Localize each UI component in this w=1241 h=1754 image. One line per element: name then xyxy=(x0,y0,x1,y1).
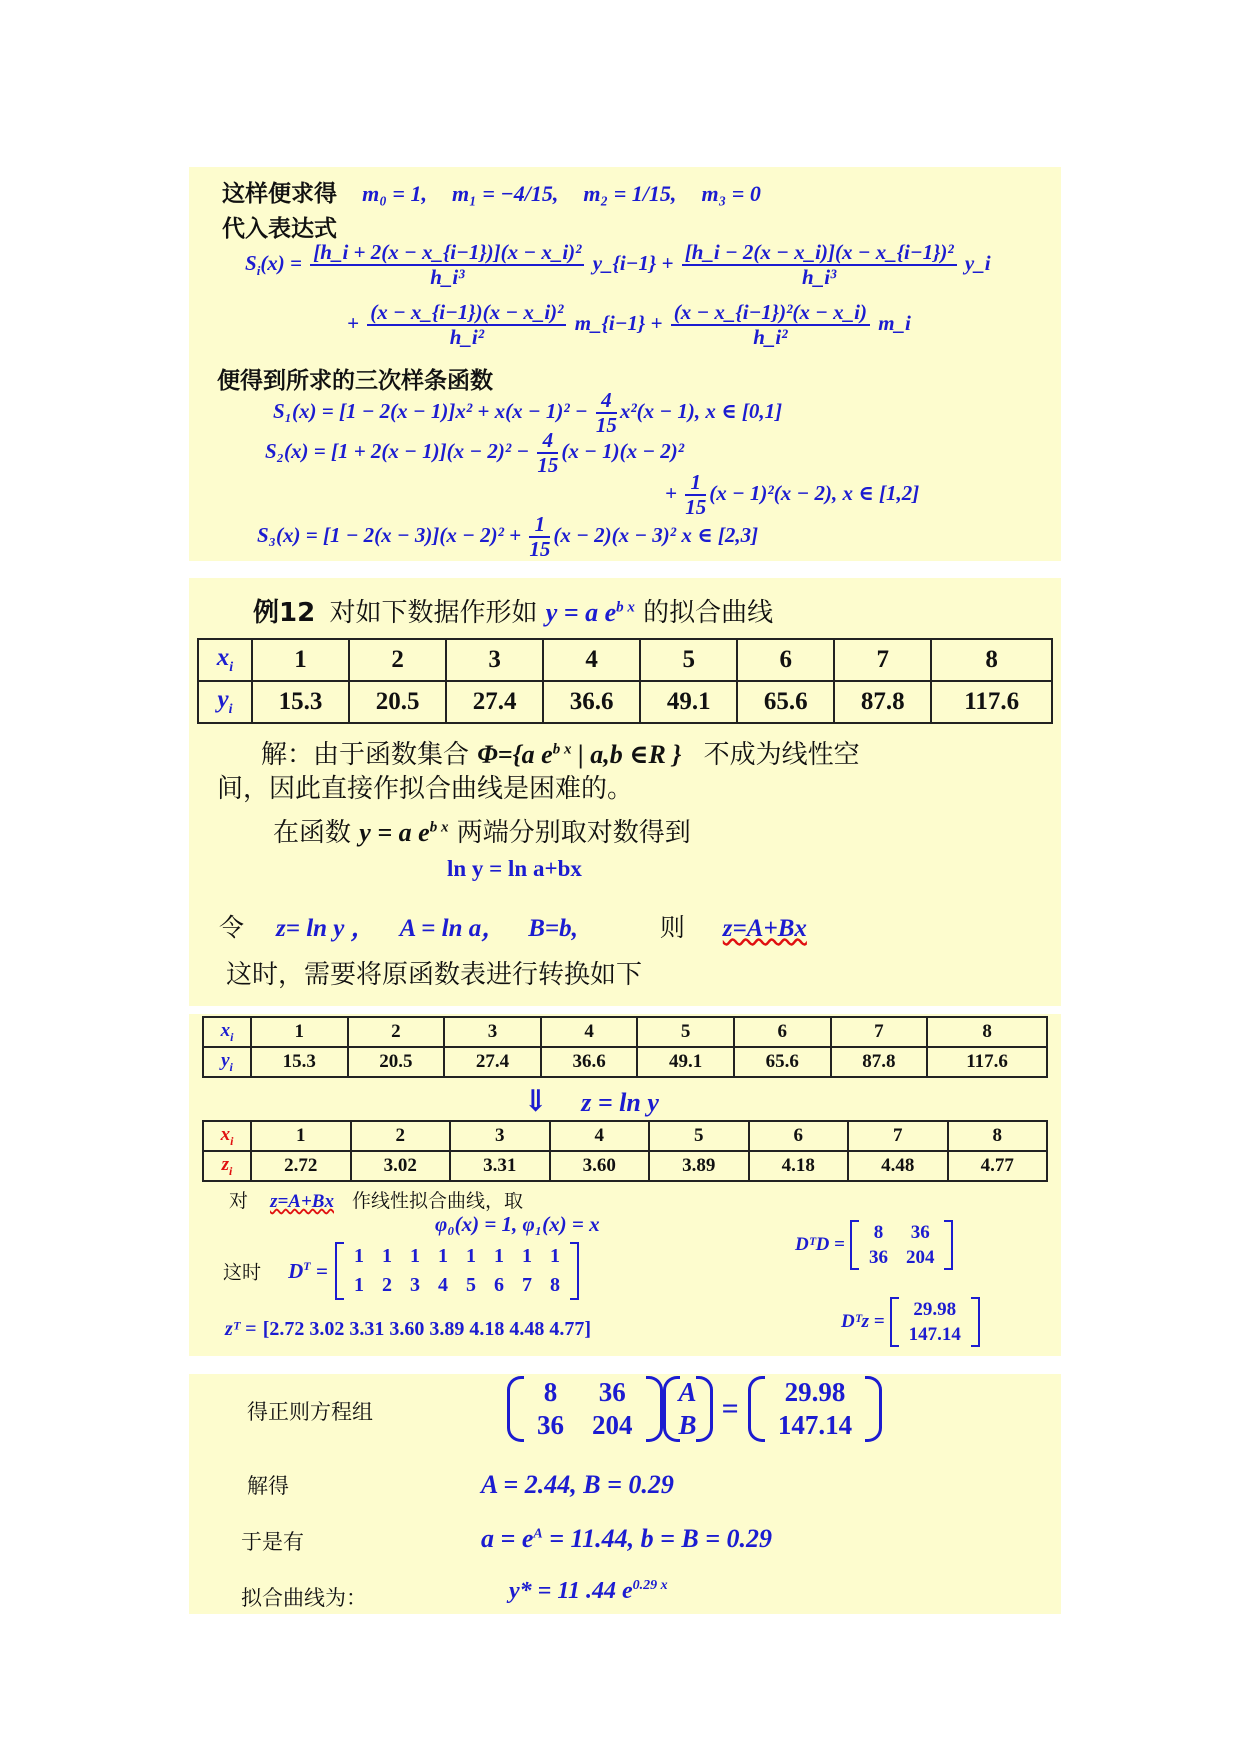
table-cell: 87.8 xyxy=(831,1047,928,1077)
table-cell: 1 xyxy=(251,1121,351,1151)
table-cell: 6 xyxy=(749,1121,849,1151)
normal-equations-panel xyxy=(189,1374,1061,1614)
table-cell: 4.18 xyxy=(749,1151,849,1181)
table-cell: 27.4 xyxy=(444,1047,541,1077)
table-cell: 15.3 xyxy=(252,681,349,723)
dtz-line: Dᵀz = 29.98 147.14 xyxy=(841,1297,980,1347)
table-cell: 36.6 xyxy=(541,1047,638,1077)
x-row xyxy=(203,1017,1047,1047)
example-title: 例12 对如下数据作形如 y = a $e^{b x}$ 的拟合曲线 xyxy=(253,598,774,628)
table-cell: 1 xyxy=(252,639,349,681)
log-line: 在函数 y = a $e^{b x}$ 两端分别取对数得到 xyxy=(273,818,691,848)
zt-line: zᵀ = [2.72 3.02 3.31 3.60 3.89 4.18 4.48 4.77] xyxy=(225,1318,592,1340)
table-cell: 27.4 xyxy=(446,681,543,723)
m0-value: m₀ = 1, xyxy=(362,181,427,206)
spline-result-panel xyxy=(189,167,1061,561)
dt-matrix-line: 这时 $D^T$ = 1 1 1 1 1 1 1 1 1 2 3 4 5 6 7 8 xyxy=(223,1242,579,1300)
dtz-vector: 29.98 147.14 xyxy=(890,1297,980,1347)
solve-label: 解得 xyxy=(247,1474,289,1498)
table-cell: 8 xyxy=(931,639,1052,681)
table-cell: 65.6 xyxy=(734,1047,831,1077)
z-header: $z_i$ xyxy=(203,1151,251,1181)
table-cell: 4 xyxy=(541,1017,638,1047)
m-values-line xyxy=(222,175,761,208)
s1-formula: S₁(x) = [1 − 2(x − 1)]x² + x(x − 1)² − $\frac{4}{15}$ x²(x − 1), x ∈ [0,1] xyxy=(273,388,783,438)
x-header: $x_i$ xyxy=(198,639,252,681)
basis-functions: φ₀(x) = 1, φ₁(x) = x xyxy=(435,1212,600,1236)
table-cell: 49.1 xyxy=(640,681,737,723)
m2-value: m₂ = 1/15, xyxy=(583,181,677,206)
y-i: y_i xyxy=(964,250,991,275)
solution-line2: 间，因此直接作拟合曲线是困难的。 xyxy=(217,774,634,804)
transform-text: 这时，需要将原函数表进行转换如下 xyxy=(226,960,643,990)
table-cell: 6 xyxy=(734,1017,831,1047)
si-label: $S_i(x)$ = xyxy=(245,250,303,279)
example12-panel xyxy=(189,578,1061,1006)
solve-result: A = 2.44, B = 0.29 xyxy=(481,1470,674,1499)
m3-value: m₃ = 0 xyxy=(701,181,761,206)
m1-value: m₁ = −4/15, xyxy=(452,181,559,206)
x-row xyxy=(203,1121,1047,1151)
dt-matrix: 1 1 1 1 1 1 1 1 1 2 3 4 5 6 7 8 xyxy=(335,1242,579,1300)
at-this-label: 这时 xyxy=(223,1261,262,1284)
data-table xyxy=(197,638,1053,724)
table-cell: 36.6 xyxy=(543,681,640,723)
table-cell: 4 xyxy=(550,1121,650,1151)
table-cell: 2 xyxy=(348,1017,445,1047)
normal-label: 得正则方程组 xyxy=(247,1400,373,1424)
let-line: 令 z= ln y ， A = ln a， B=b, 则 z=A+Bx xyxy=(219,913,807,942)
table-cell: 3.60 xyxy=(550,1151,650,1181)
table-cell: 3 xyxy=(446,639,543,681)
s2-formula: S₂(x) = [1 + 2(x − 1)](x − 2)² − $\frac{4}{15}$ (x − 1)(x − 2)² xyxy=(265,428,685,478)
x-row xyxy=(198,639,1052,681)
table-cell: 5 xyxy=(649,1121,749,1151)
curve-formula: y* = 11 .44 $e^{0.29 x}$ xyxy=(509,1578,668,1604)
table-cell: 65.6 xyxy=(737,681,834,723)
transform-arrow-line xyxy=(523,1084,659,1119)
result-heading: 便得到所求的三次样条函数 xyxy=(217,368,493,394)
table-cell: 8 xyxy=(927,1017,1047,1047)
z-row xyxy=(203,1151,1047,1181)
table-cell: 7 xyxy=(834,639,931,681)
intro-text: 这样便求得 xyxy=(222,181,337,207)
down-arrow-icon: ⇓ xyxy=(523,1085,549,1118)
fit-line: 对 z=A+Bx 作线性拟合曲线，取 xyxy=(229,1190,524,1212)
normal-equation: 8 36 36 204 A B = 29.98 147.14 xyxy=(507,1376,882,1442)
table-cell: 49.1 xyxy=(637,1047,734,1077)
table-cell: 4.48 xyxy=(848,1151,948,1181)
table-cell: 2 xyxy=(349,639,446,681)
y-prev: y_{i−1} xyxy=(592,250,657,275)
table-cell: 3.89 xyxy=(649,1151,749,1181)
si-frac4: $\frac{\text{(x − x\_\{i−1\})²(x − x\_i)}}{\text{h\_i²}}$ xyxy=(671,301,870,349)
table-cell: 8 xyxy=(948,1121,1048,1151)
example-text: 对如下数据作形如 xyxy=(329,598,538,628)
table-cell: 117.6 xyxy=(931,681,1052,723)
table-cell: 7 xyxy=(831,1017,928,1047)
dtd-line: DᵀD = 8 36 36 204 xyxy=(795,1220,953,1270)
hence-result: $a = e^A = 11.44$, b = B = 0.29 xyxy=(481,1524,773,1553)
table-cell: 4.77 xyxy=(948,1151,1048,1181)
table-cell: 1 xyxy=(251,1017,348,1047)
curve-label: 拟合曲线为： xyxy=(241,1586,367,1610)
substitute-label: 代入表达式 xyxy=(222,216,337,242)
hence-label: 于是有 xyxy=(241,1530,304,1554)
solution-line1: 解：由于函数集合 Φ={a $e^{b x}$ | a,b ∈R } 不成为线性空 xyxy=(261,740,860,770)
transform-panel xyxy=(189,1014,1061,1356)
table-cell: 20.5 xyxy=(349,681,446,723)
table-cell: 3 xyxy=(444,1017,541,1047)
si-frac1: $\frac{\text{[h\_i + 2(x − x\_\{i−1\})](x − x\_i)²}}{\text{h\_i³}}$ xyxy=(310,241,584,289)
table-cell: 2 xyxy=(351,1121,451,1151)
y-header: $y_i$ xyxy=(203,1047,251,1077)
si-frac3: $\frac{\text{(x − x\_\{i−1\})(x − x\_i)²}}{\text{h\_i²}}$ xyxy=(367,301,566,349)
transform-formula: z = ln y xyxy=(581,1088,659,1117)
transformed-table xyxy=(202,1120,1048,1182)
s3-formula: S₃(x) = [1 − 2(x − 3)](x − 2)² + $\frac{1}{15}$ (x − 2)(x − 3)² x ∈ [2,3] xyxy=(257,512,759,562)
table-cell: 5 xyxy=(637,1017,734,1047)
table-cell: 3 xyxy=(450,1121,550,1151)
y-row xyxy=(198,681,1052,723)
si-formula-line2: + $\frac{\text{(x − x\_\{i−1\})(x − x\_i)²}}{\text{h\_i²}}$ m_{i−1} + $\frac{\text{(x − x\_\{i−1\})²(x − x\_i)}}{\text{h\_i²}}$ m_i xyxy=(347,300,911,350)
rhs-vector: 29.98 147.14 xyxy=(748,1376,882,1442)
s2-formula-cont: + $\frac{1}{15}$ (x − 1)²(x − 2), x ∈ [1,2] xyxy=(665,470,920,520)
example-label: 例12 xyxy=(253,598,316,628)
table-cell: 3.02 xyxy=(351,1151,451,1181)
coefficient-matrix: 8 36 36 204 xyxy=(507,1376,663,1442)
x-header: $x_i$ xyxy=(203,1017,251,1047)
table-cell: 87.8 xyxy=(834,681,931,723)
m-prev: m_{i−1} xyxy=(574,310,646,335)
dtd-matrix: 8 36 36 204 xyxy=(850,1220,954,1270)
original-table xyxy=(202,1016,1048,1078)
y-row xyxy=(203,1047,1047,1077)
table-cell: 6 xyxy=(737,639,834,681)
y-header: $y_i$ xyxy=(198,681,252,723)
si-formula-line1: $S_i(x)$ = $\frac{\text{[h\_i + 2(x − x\_\{i−1\})](x − x\_i)²}}{\text{h\_i³}}$ y_{i−1} + $\frac{\text{[h\_i − 2(x − x\_i)](x − x\_\{i−1\})²}}{\text{h\_i³}}$ y_i xyxy=(245,240,991,290)
si-frac2: $\frac{\text{[h\_i − 2(x − x\_i)](x − x\_\{i−1\})²}}{\text{h\_i³}}$ xyxy=(682,241,957,289)
table-cell: 3.31 xyxy=(450,1151,550,1181)
table-cell: 2.72 xyxy=(251,1151,351,1181)
table-cell: 20.5 xyxy=(348,1047,445,1077)
ln-formula: ln y = ln a+bx xyxy=(447,856,582,881)
table-cell: 7 xyxy=(848,1121,948,1151)
x-header: $x_i$ xyxy=(203,1121,251,1151)
m-i: m_i xyxy=(878,310,911,335)
table-cell: 5 xyxy=(640,639,737,681)
unknowns-vector: A B xyxy=(663,1376,713,1442)
table-cell: 4 xyxy=(543,639,640,681)
table-cell: 15.3 xyxy=(251,1047,348,1077)
table-cell: 117.6 xyxy=(927,1047,1047,1077)
